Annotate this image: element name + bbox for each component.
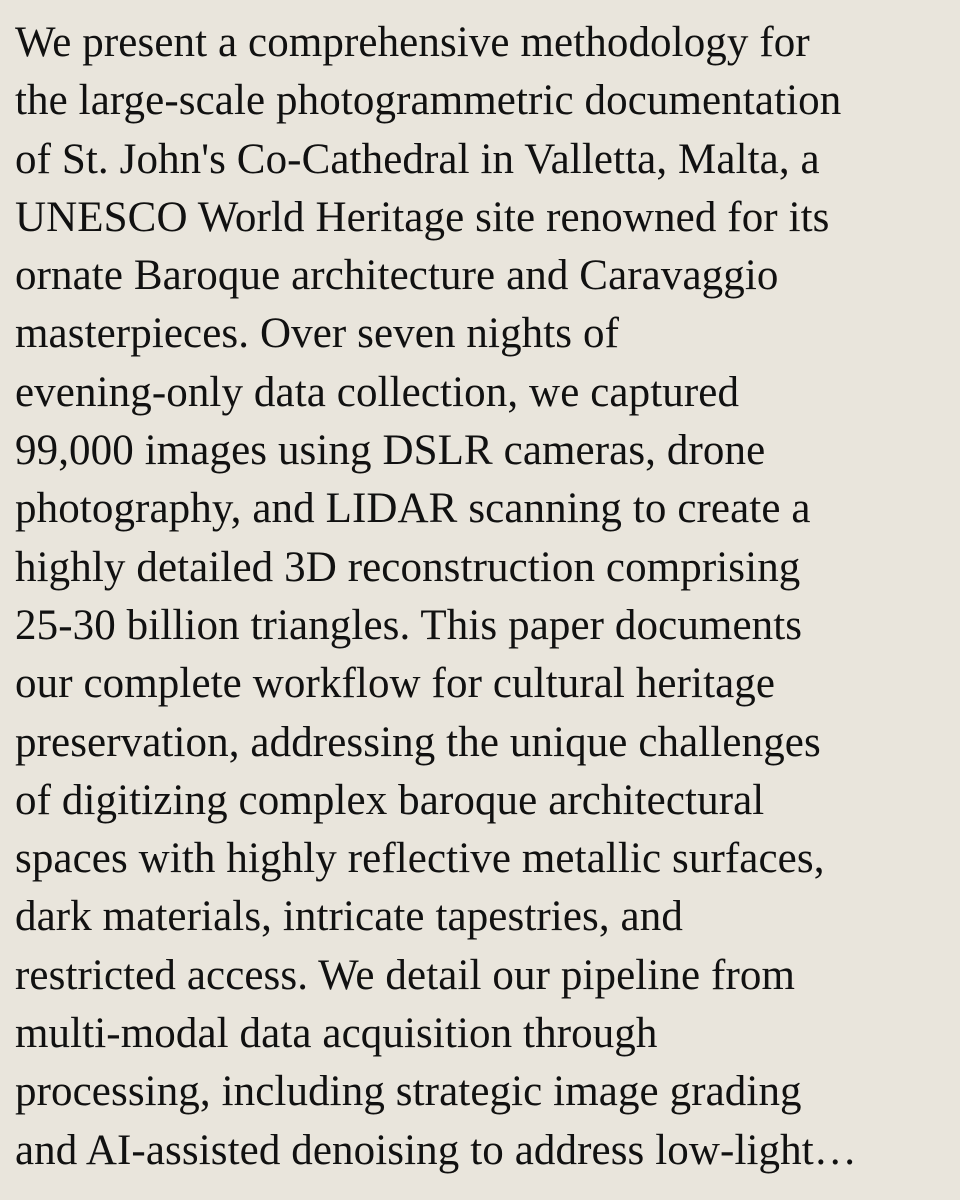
abstract-line: 25-30 billion triangles. This paper documents [15,601,803,649]
abstract-text [15,14,950,1180]
abstract-line: processing, including strategic image grading [15,1068,802,1116]
abstract-line: We present a comprehensive methodology for [15,19,810,66]
abstract-line: of St. John's Co-Cathedral in Valletta, Malta, a [15,135,820,183]
abstract-line: evening-only data collection, we captured [15,368,740,416]
abstract-line: our complete workflow for cultural heritage [15,660,776,708]
abstract-line: ornate Baroque architecture and Caravaggio [15,252,779,300]
abstract-line: 99,000 images using DSLR cameras, drone [15,427,766,475]
abstract-line: restricted access. We detail our pipeline from [15,951,796,999]
abstract-line: masterpieces. Over seven nights of [15,310,620,358]
abstract-line: the large-scale photogrammetric documentation [15,77,842,125]
abstract-line: of digitizing complex baroque architectural [15,776,765,824]
abstract-line: UNESCO World Heritage site renowned for its [15,193,830,241]
abstract-line: spaces with highly reflective metallic surfaces, [15,835,825,883]
abstract-line: multi-modal data acquisition through [15,1010,658,1058]
abstract-line: highly detailed 3D reconstruction comprising [15,543,801,591]
abstract-line: photography, and LIDAR scanning to create a [15,485,811,533]
abstract-line: and AI-assisted denoising to address low-light… [15,1126,857,1174]
abstract-line: preservation, addressing the unique challenges [15,718,821,766]
abstract-line: dark materials, intricate tapestries, and [15,893,683,941]
